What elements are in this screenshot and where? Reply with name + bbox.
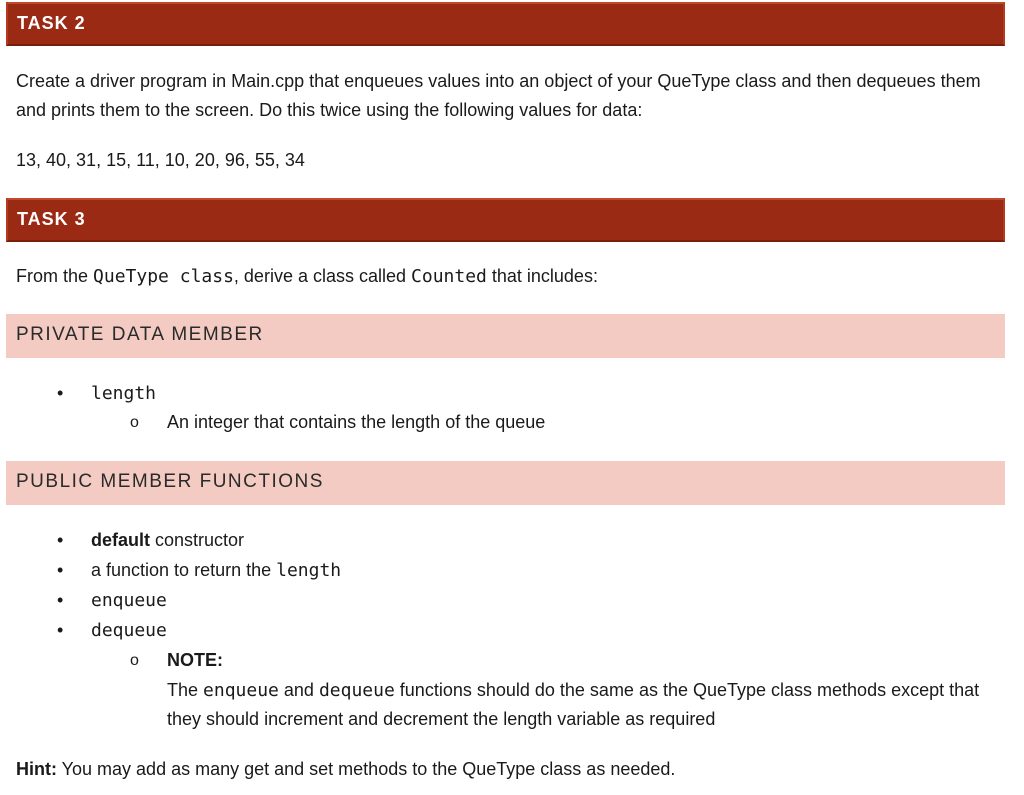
task-3-heading: TASK 3 xyxy=(17,209,86,229)
task-2-heading-banner xyxy=(6,2,1005,46)
public-item-default-bold: default xyxy=(91,530,151,550)
task-3-intro-code-quetype: QueType class xyxy=(93,266,234,287)
public-item-return-length-text: a function to return the xyxy=(91,560,277,580)
note-label xyxy=(167,650,223,671)
public-member-functions-banner xyxy=(6,461,1005,505)
private-member-name: length xyxy=(91,383,157,404)
public-item-return-length xyxy=(91,560,341,581)
note-suffix: functions should do the same as the QueType class methods except that they should increment and decrement the length variable as required xyxy=(167,680,980,729)
private-data-member-banner xyxy=(6,314,1005,358)
task-3-intro-middle: , derive a class called xyxy=(233,266,412,286)
bullet-default-constructor: • xyxy=(57,530,64,550)
task-3-intro-suffix: that includes: xyxy=(486,266,598,286)
task-2-values xyxy=(16,146,305,175)
task-3-heading-banner xyxy=(6,198,1005,242)
public-member-functions-heading: PUBLIC MEMBER FUNCTIONS xyxy=(16,471,324,492)
note-code-enqueue: enqueue xyxy=(203,680,279,701)
sub-bullet-length-desc: o xyxy=(130,414,139,431)
task-3-intro xyxy=(16,262,598,291)
sub-bullet-note: o xyxy=(130,652,139,669)
bullet-dequeue: • xyxy=(57,620,64,640)
public-item-enqueue: enqueue xyxy=(91,590,167,611)
note-label-text: NOTE: xyxy=(167,650,223,670)
bullet-length: • xyxy=(57,383,64,403)
hint-label: Hint: xyxy=(16,759,57,779)
hint-text: You may add as many get and set methods to the QueType class as needed. xyxy=(56,759,676,779)
note-body xyxy=(167,676,997,734)
note-code-dequeue: dequeue xyxy=(318,680,395,701)
public-item-return-length-code: length xyxy=(276,560,342,581)
task-2-description-text: Create a driver program in Main.cpp that enqueues values into an object of your QueType class and then dequeues them and prints them to the screen. Do this twice using the following values for data: xyxy=(16,71,981,120)
hint xyxy=(16,755,675,784)
private-data-member-heading: PRIVATE DATA MEMBER xyxy=(16,324,264,345)
task-2-values-text: 13, 40, 31, 15, 11, 10, 20, 96, 55, 34 xyxy=(16,150,305,170)
bullet-return-length: • xyxy=(57,560,64,580)
private-member-description: An integer that contains the length of the queue xyxy=(167,412,546,432)
task-3-intro-code-counted: Counted xyxy=(411,266,487,287)
public-item-default-constructor xyxy=(91,530,244,551)
note-and: and xyxy=(278,680,319,700)
task-3-intro-prefix: From the xyxy=(16,266,94,286)
note-prefix: The xyxy=(167,680,204,700)
bullet-enqueue: • xyxy=(57,590,64,610)
task-2-heading: TASK 2 xyxy=(17,13,86,33)
public-item-constructor-text: constructor xyxy=(150,530,245,550)
task-2-description xyxy=(16,67,1006,125)
public-item-dequeue: dequeue xyxy=(91,620,167,641)
